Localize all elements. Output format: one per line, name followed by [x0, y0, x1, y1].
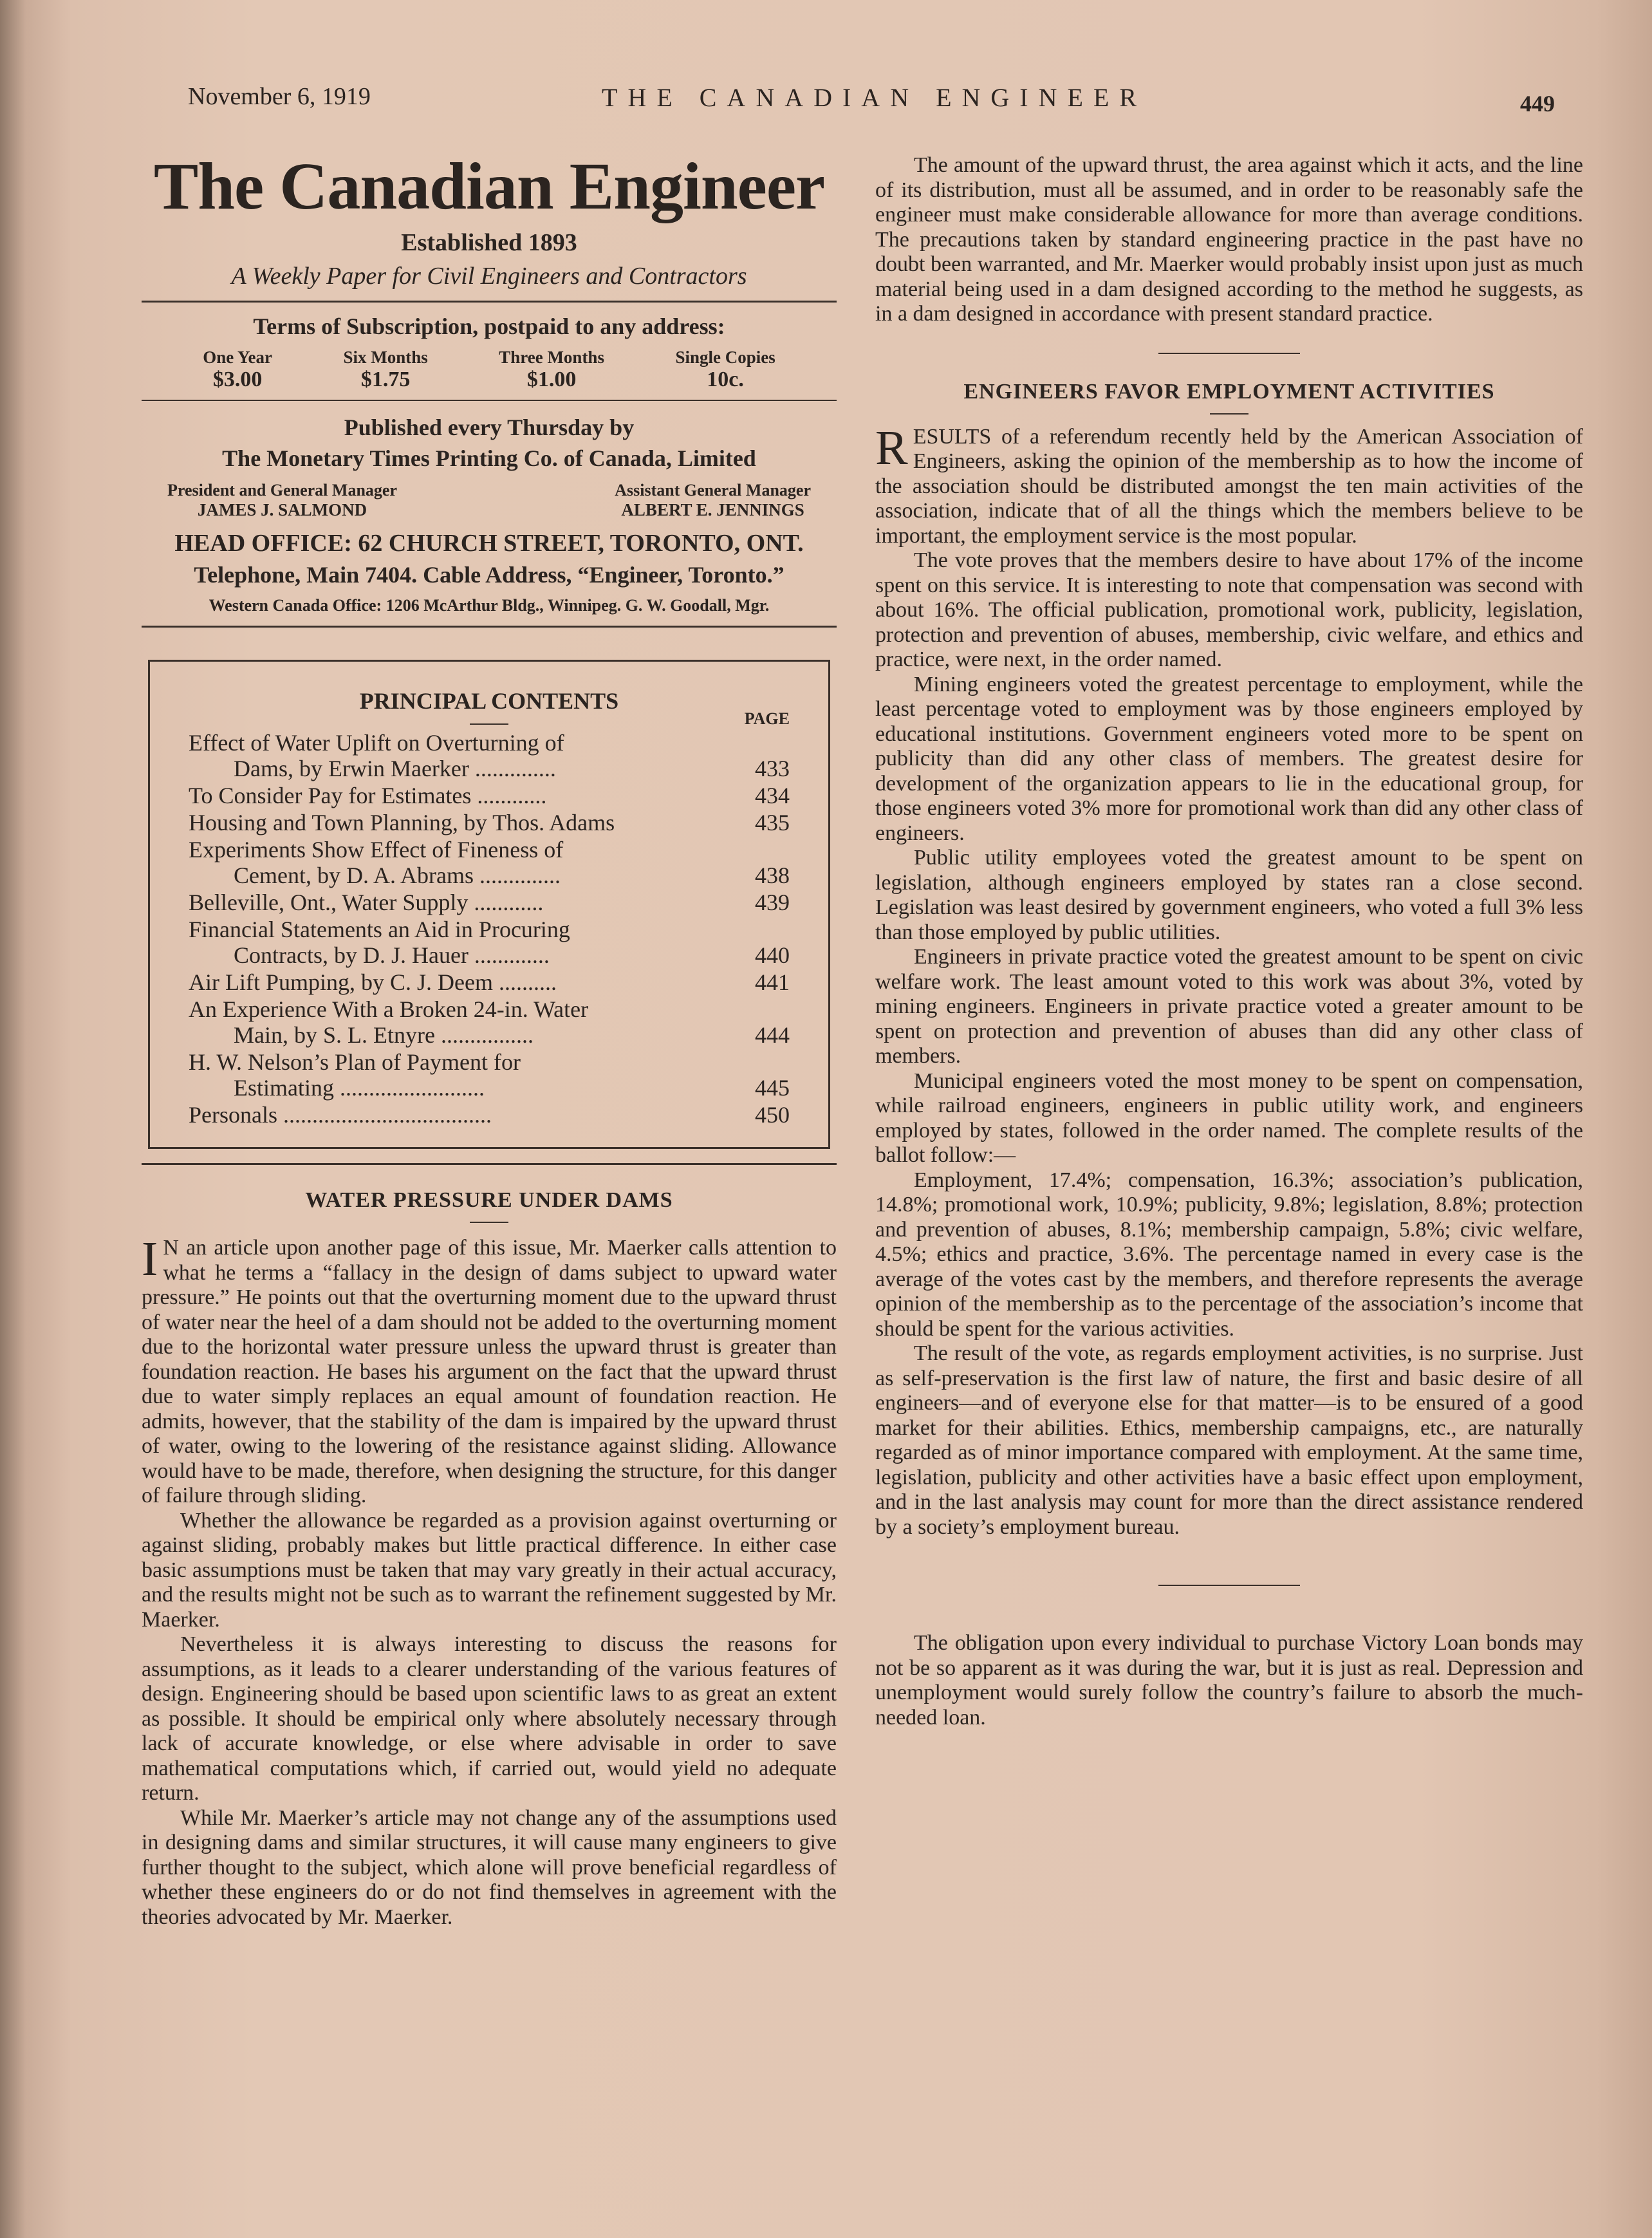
article-paragraph: While Mr. Maerker’s article may not change any of the assumptions used in designing dams and similar structures, it will cause many engineers to give further thought to the subject, which alone will prove beneficial regardless of whether these engineers do or do not find themselves in agreement with the theories advocated by Mr. Maerker. — [142, 1805, 837, 1929]
divider — [142, 1163, 837, 1165]
contents-item-title: Housing and Town Planning, by Thos. Adams — [189, 810, 615, 835]
divider — [470, 1222, 508, 1223]
price-label: One Year — [203, 348, 272, 367]
contents-item-continuation: Estimating ......................... — [234, 1075, 485, 1101]
contents-item-title: Personals .................................... — [189, 1102, 492, 1128]
article-heading: ENGINEERS FAVOR EMPLOYMENT ACTIVITIES — [963, 379, 1495, 404]
divider — [1158, 1585, 1300, 1586]
drop-cap: R — [875, 420, 908, 475]
contents-item-title: Air Lift Pumping, by C. J. Deem .......... — [189, 969, 557, 995]
masthead-title: The Canadian Engineer — [153, 149, 825, 223]
contents-item — [189, 917, 790, 968]
contents-title: PRINCIPAL CONTENTS — [359, 688, 619, 714]
contents-item-page: 433 — [755, 756, 790, 781]
officer-title: Assistant General Manager — [615, 481, 811, 499]
victory-loan-note: The obligation upon every individual to purchase Victory Loan bonds may not be so apparent as it was during the war, but it is just as real. Depression and unemployment would surely follow the country’s failure to absorb the much-needed loan. — [875, 1631, 1583, 1730]
contents-item-page: 439 — [755, 890, 790, 915]
contents-item-page: 445 — [755, 1075, 790, 1101]
divider — [142, 626, 837, 628]
established-line: Established 1893 — [401, 229, 577, 256]
paragraph-text: N an article upon another page of this issue, Mr. Maerker calls attention to what he terms a “fallacy in the design of dams subject to upward water pressure.” He points out that the overturning moment due to the upward thrust of water near the heel of a dam should not be added to the overturning moment due to the horizontal water pressure unless the upward thrust is greater than foundation reaction. He bases his argument on the fact that the upward thrust due to water simply replaces an equal amount of foundation reaction. He admits, however, that the stability of the dam is impaired by the upward thrust of water, owing to the lowering of the resistance against sliding. Allowance would have to be made, therefore, when designing the structure, for this danger of failure through sliding. — [142, 1236, 837, 1507]
officer-title: President and General Manager — [167, 481, 397, 499]
contents-item-title: An Experience With a Broken 24-in. Water — [189, 996, 589, 1022]
contents-item-page: 450 — [755, 1102, 790, 1128]
telephone-line: Telephone, Main 7404. Cable Address, “Engineer, Toronto.” — [194, 562, 784, 588]
price-label: Six Months — [343, 348, 428, 367]
contents-item-page: 435 — [755, 810, 790, 835]
price-value: $1.00 — [526, 368, 577, 391]
article-paragraph: Engineers in private practice voted the greatest amount to be spent on civic welfare work. The least amount voted to this work was about 3%, voted by mining engineers. Engineers in private practice voted a greater amount to be spent on protection and prevention of abuses than did any other class of members. — [875, 945, 1583, 1068]
contents-item-title: To Consider Pay for Estimates ............ — [189, 783, 547, 808]
publisher-name: The Monetary Times Printing Co. of Canada, Limited — [222, 445, 756, 471]
officer-name: JAMES J. SALMOND — [197, 500, 367, 519]
western-office: Western Canada Office: 1206 McArthur Bldg., Winnipeg. G. W. Goodall, Mgr. — [209, 596, 770, 615]
price-label: Single Copies — [675, 348, 775, 367]
contents-item — [189, 1102, 790, 1128]
contents-item-continuation: Cement, by D. A. Abrams .............. — [234, 863, 561, 888]
article-paragraph: Municipal engineers voted the most money to be spent on compensation, while railroad engineers, engineers in public utility work, and engineers employed by states, followed in the order named. The complete results of the ballot follow:— — [875, 1068, 1583, 1167]
drop-cap: I — [142, 1232, 158, 1286]
article-water-pressure — [142, 1188, 837, 1930]
article-paragraph: Employment, 17.4%; compensation, 16.3%; association’s publication, 14.8%; promotional work, 10.9%; publicity, 9.8%; legislation, 8.8%; protection and prevention of abuses, 8.1%; membership campaign, 5.8%; civic welfare, 4.5%; ethics and practice, 3.6%. The percentage named in every case is the average of the votes cast by the members, and therefore represents the average opinion of the membership as to the percentage of the association’s income that should be spent for the various activities. — [875, 1168, 1583, 1341]
officers — [142, 481, 837, 520]
continued-paragraph: The amount of the upward thrust, the area against which it acts, and the line of its distribution, must all be assumed, and in order to be reasonably safe the engineer must make considerable allowance for more than average conditions. The precautions taken by standard engineering practice in the past have no doubt been warranted, and Mr. Maerker would probably insist upon just as much material being used in a dam designed according to the method he suggests, as in a dam designed in accordance with present standard practice. — [875, 153, 1583, 326]
divider — [1210, 413, 1248, 415]
officer-president — [167, 481, 397, 520]
subscription-terms: Terms of Subscription, postpaid to any address: — [253, 313, 725, 339]
contents-item — [189, 837, 790, 888]
paragraph-text: ESULTS of a referendum recently held by the American Association of Engineers, asking the opinion of the membership as to how the income of the association should be distributed amongst the ten main activities of the association, indicate that of all the things which the members believe to be important, the employment service is the most popular. — [875, 424, 1583, 548]
article-paragraph: The result of the vote, as regards employment activities, is no surprise. Just as self-preservation is the first law of nature, the first and basic desire of all engineers—and of everyone else for that matter—is to be ensured of a good market for their abilities. Ethics, membership campaigns, etc., are naturally regarded as of minor importance compared with employment. At the same time, legislation, publicity and other activities have a basic effect upon employment, and in the last analysis may count for more than the direct assistance rendered by a society’s employment bureau. — [875, 1341, 1583, 1539]
contents-item-page: 438 — [755, 863, 790, 888]
article-paragraph: The vote proves that the members desire to have about 17% of the income spent on this service. It is interesting to note that compensation was second with about 16%. The official publication, promotional work, publicity, legislation, protection and prevention of abuses, membership, civic welfare, and ethics and practice, were next, in the order named. — [875, 548, 1583, 671]
divider — [1158, 353, 1300, 354]
header-date: November 6, 1919 — [188, 83, 371, 110]
contents-item-page: 440 — [755, 942, 790, 968]
contents-item — [189, 783, 790, 808]
contents-item-continuation: Dams, by Erwin Maerker .............. — [234, 756, 556, 781]
contents-item-page: 444 — [755, 1022, 790, 1048]
contents-item-title: Financial Statements an Aid in Procuring — [189, 917, 570, 942]
price-cell — [203, 348, 272, 392]
contents-item — [189, 810, 790, 835]
contents-item-title: Effect of Water Uplift on Overturning of — [189, 730, 564, 756]
contents-item-title: Experiments Show Effect of Fineness of — [189, 837, 564, 863]
officer-name: ALBERT E. JENNINGS — [621, 500, 804, 519]
head-office: HEAD OFFICE: 62 CHURCH STREET, TORONTO, ONT. — [174, 530, 804, 557]
masthead — [142, 148, 837, 628]
price-value: 10c. — [707, 368, 744, 391]
contents-item-continuation: Main, by S. L. Etnyre ................ — [234, 1022, 534, 1048]
right-column — [875, 153, 1583, 1730]
contents-item-page: 441 — [755, 969, 790, 995]
tagline: A Weekly Paper for Civil Engineers and Contractors — [231, 263, 747, 290]
officer-assistant — [615, 481, 811, 520]
article-heading: WATER PRESSURE UNDER DAMS — [305, 1188, 673, 1212]
article-paragraph: Public utility employees voted the greatest amount to be spent on legislation, although engineers employed by states ran a close second. Legislation was least desired by government engineers, who voted a full 3% less than those employed by public utilities. — [875, 846, 1583, 944]
left-column — [142, 148, 837, 1930]
contents-item — [189, 996, 790, 1048]
article-paragraph: Mining engineers voted the greatest percentage to employment, while the least percentage voted to employment was by those engineers employed by educational institutions. Government engineers voted more to be spent on publicity than did any other class of members. The greatest desire for development of the organization appears to lie in the educational group, for those engineers voted 3% more for promotional work than did any other class of engineers. — [875, 672, 1583, 845]
principal-contents-box — [148, 660, 830, 1149]
contents-item-continuation: Contracts, by D. J. Hauer ............. — [234, 942, 550, 968]
contents-item — [189, 890, 790, 915]
article-paragraph: Nevertheless it is always interesting to discuss the reasons for assumptions, as it leads to a clearer understanding of the various features of design. Engineering should be based upon scientific laws to as great an extent as possible. It should be empirical only where absolutely necessary through lack of accurate knowledge, or else where advisable in order to save mathematical computations which, if carried out, would yield no adequate return. — [142, 1632, 837, 1805]
article-paragraph — [875, 420, 1583, 549]
contents-item-title: H. W. Nelson’s Plan of Payment for — [189, 1049, 521, 1075]
header-journal-name: THE CANADIAN ENGINEER — [602, 83, 1147, 112]
price-label: Three Months — [499, 348, 604, 367]
contents-item-page: 434 — [755, 783, 790, 808]
published-line: Published every Thursday by — [344, 415, 635, 440]
contents-item — [189, 1049, 790, 1101]
contents-page-header: PAGE — [744, 709, 790, 728]
article-paragraph — [142, 1232, 837, 1509]
article-paragraph: Whether the allowance be regarded as a provision against overturning or against sliding, probably makes but little practical difference. In either case basic assumptions must be taken that may vary greatly in their actual accuracy, and the results might not be such as to warrant the refinement suggested by Mr. Maerker. — [142, 1508, 837, 1632]
price-cell — [675, 348, 775, 392]
contents-item — [189, 730, 790, 781]
contents-item-title: Belleville, Ont., Water Supply ............ — [189, 890, 544, 915]
divider — [142, 301, 837, 303]
page-number: 449 — [1520, 91, 1555, 117]
price-cell — [499, 348, 604, 392]
divider — [142, 400, 837, 401]
price-value: $1.75 — [360, 368, 411, 391]
price-cell — [343, 348, 427, 392]
contents-item — [189, 969, 790, 995]
price-value: $3.00 — [212, 368, 263, 391]
article-employment — [875, 380, 1583, 1540]
subscription-prices — [142, 348, 837, 392]
